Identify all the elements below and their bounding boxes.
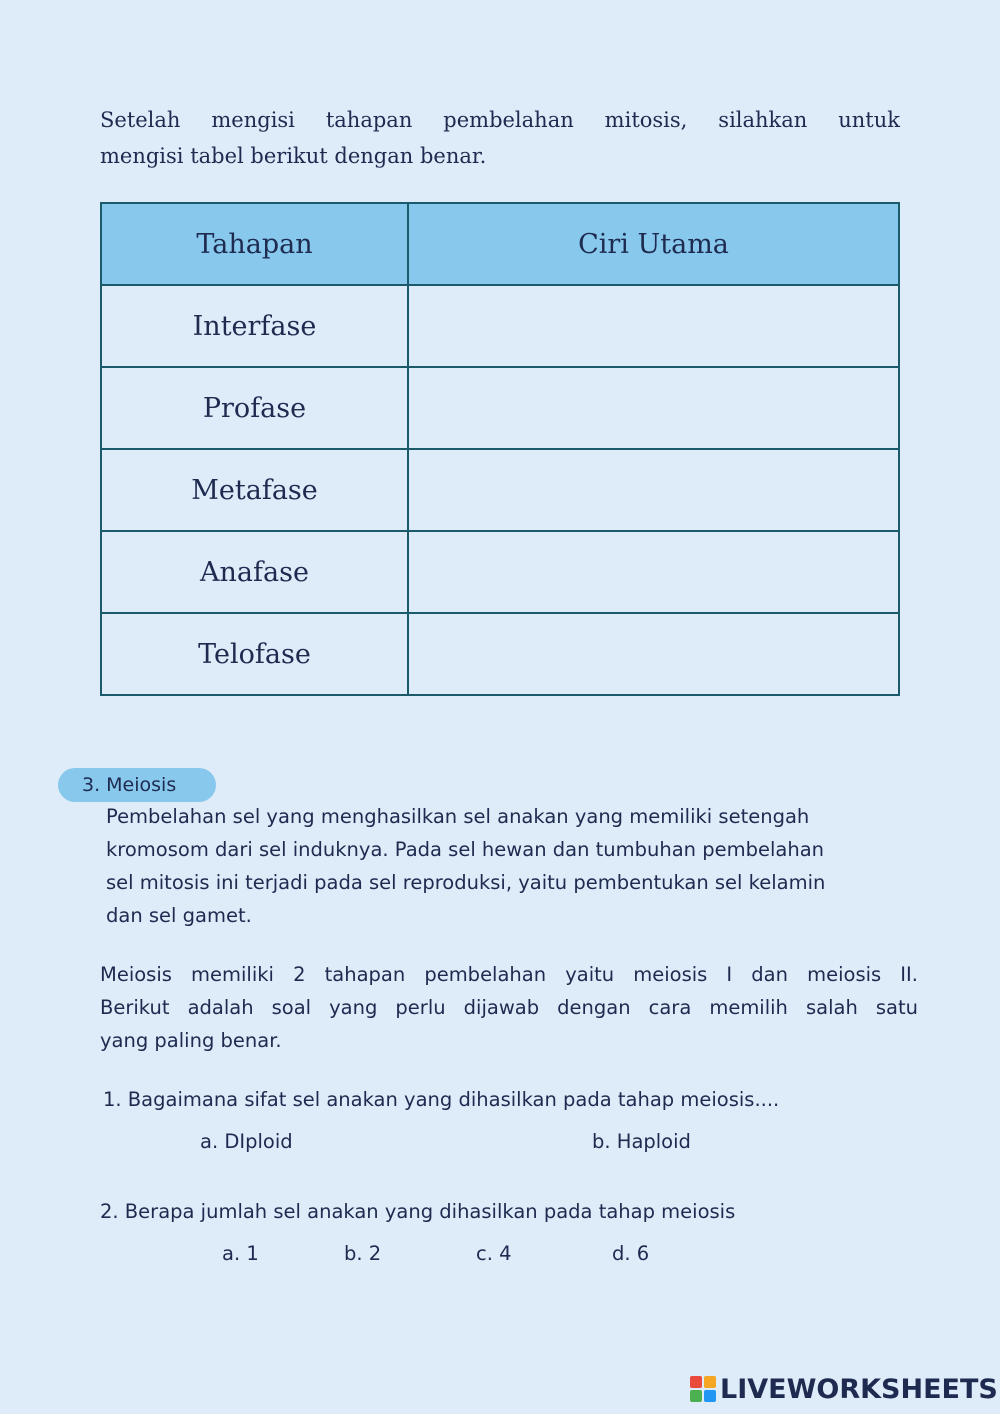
answer-input-telofase[interactable] xyxy=(408,613,899,695)
header-tahapan: Tahapan xyxy=(101,203,408,285)
meiosis-instructions xyxy=(100,958,918,1057)
desc-line: sel mitosis ini terjadi pada sel reproduksi, yaitu pembentukan sel kelamin xyxy=(106,871,826,894)
desc-line: kromosom dari sel induknya. Pada sel hewan dan tumbuhan pembelahan xyxy=(106,838,825,861)
instruction-line: Meiosis memiliki 2 tahapan pembelahan yaitu meiosis I dan meiosis II. xyxy=(100,963,918,986)
mitosis-stages-table xyxy=(100,202,900,696)
q1-option-b[interactable]: b. Haploid xyxy=(592,1130,691,1153)
q2-option-a[interactable]: a. 1 xyxy=(222,1242,259,1265)
header-ciri-utama: Ciri Utama xyxy=(408,203,899,285)
liveworksheets-brand xyxy=(690,1372,998,1406)
table-row xyxy=(101,449,899,531)
intro-paragraph xyxy=(100,102,900,174)
stage-cell: Telofase xyxy=(101,613,408,695)
q2-option-b[interactable]: b. 2 xyxy=(344,1242,382,1265)
intro-line-1: Setelah mengisi tahapan pembelahan mitosis, silahkan untuk xyxy=(100,108,900,132)
q1-option-a[interactable]: a. DIploid xyxy=(200,1130,293,1153)
table-row xyxy=(101,367,899,449)
table-row xyxy=(101,285,899,367)
stage-cell: Profase xyxy=(101,367,408,449)
answer-input-interfase[interactable] xyxy=(408,285,899,367)
answer-input-profase[interactable] xyxy=(408,367,899,449)
answer-input-metafase[interactable] xyxy=(408,449,899,531)
intro-line-2: mengisi tabel berikut dengan benar. xyxy=(100,144,487,168)
brand-name: LIVEWORKSHEETS xyxy=(720,1373,998,1405)
instruction-line: Berikut adalah soal yang perlu dijawab dengan cara memilih salah satu xyxy=(100,996,918,1019)
table-row xyxy=(101,531,899,613)
stage-cell: Anafase xyxy=(101,531,408,613)
stage-cell: Interfase xyxy=(101,285,408,367)
table-header-row xyxy=(101,203,899,285)
section-label-pill: 3. Meiosis xyxy=(58,768,216,802)
q2-option-d[interactable]: d. 6 xyxy=(612,1242,650,1265)
answer-input-anafase[interactable] xyxy=(408,531,899,613)
liveworksheets-logo-icon xyxy=(690,1376,716,1402)
question-1: 1. Bagaimana sifat sel anakan yang dihasilkan pada tahap meiosis.... xyxy=(103,1088,780,1111)
instruction-line: yang paling benar. xyxy=(100,1029,282,1052)
question-2: 2. Berapa jumlah sel anakan yang dihasilkan pada tahap meiosis xyxy=(100,1200,736,1223)
desc-line: dan sel gamet. xyxy=(106,904,252,927)
stage-cell: Metafase xyxy=(101,449,408,531)
table-row xyxy=(101,613,899,695)
q2-option-c[interactable]: c. 4 xyxy=(476,1242,512,1265)
meiosis-description xyxy=(106,800,916,932)
desc-line: Pembelahan sel yang menghasilkan sel anakan yang memiliki setengah xyxy=(106,805,810,828)
